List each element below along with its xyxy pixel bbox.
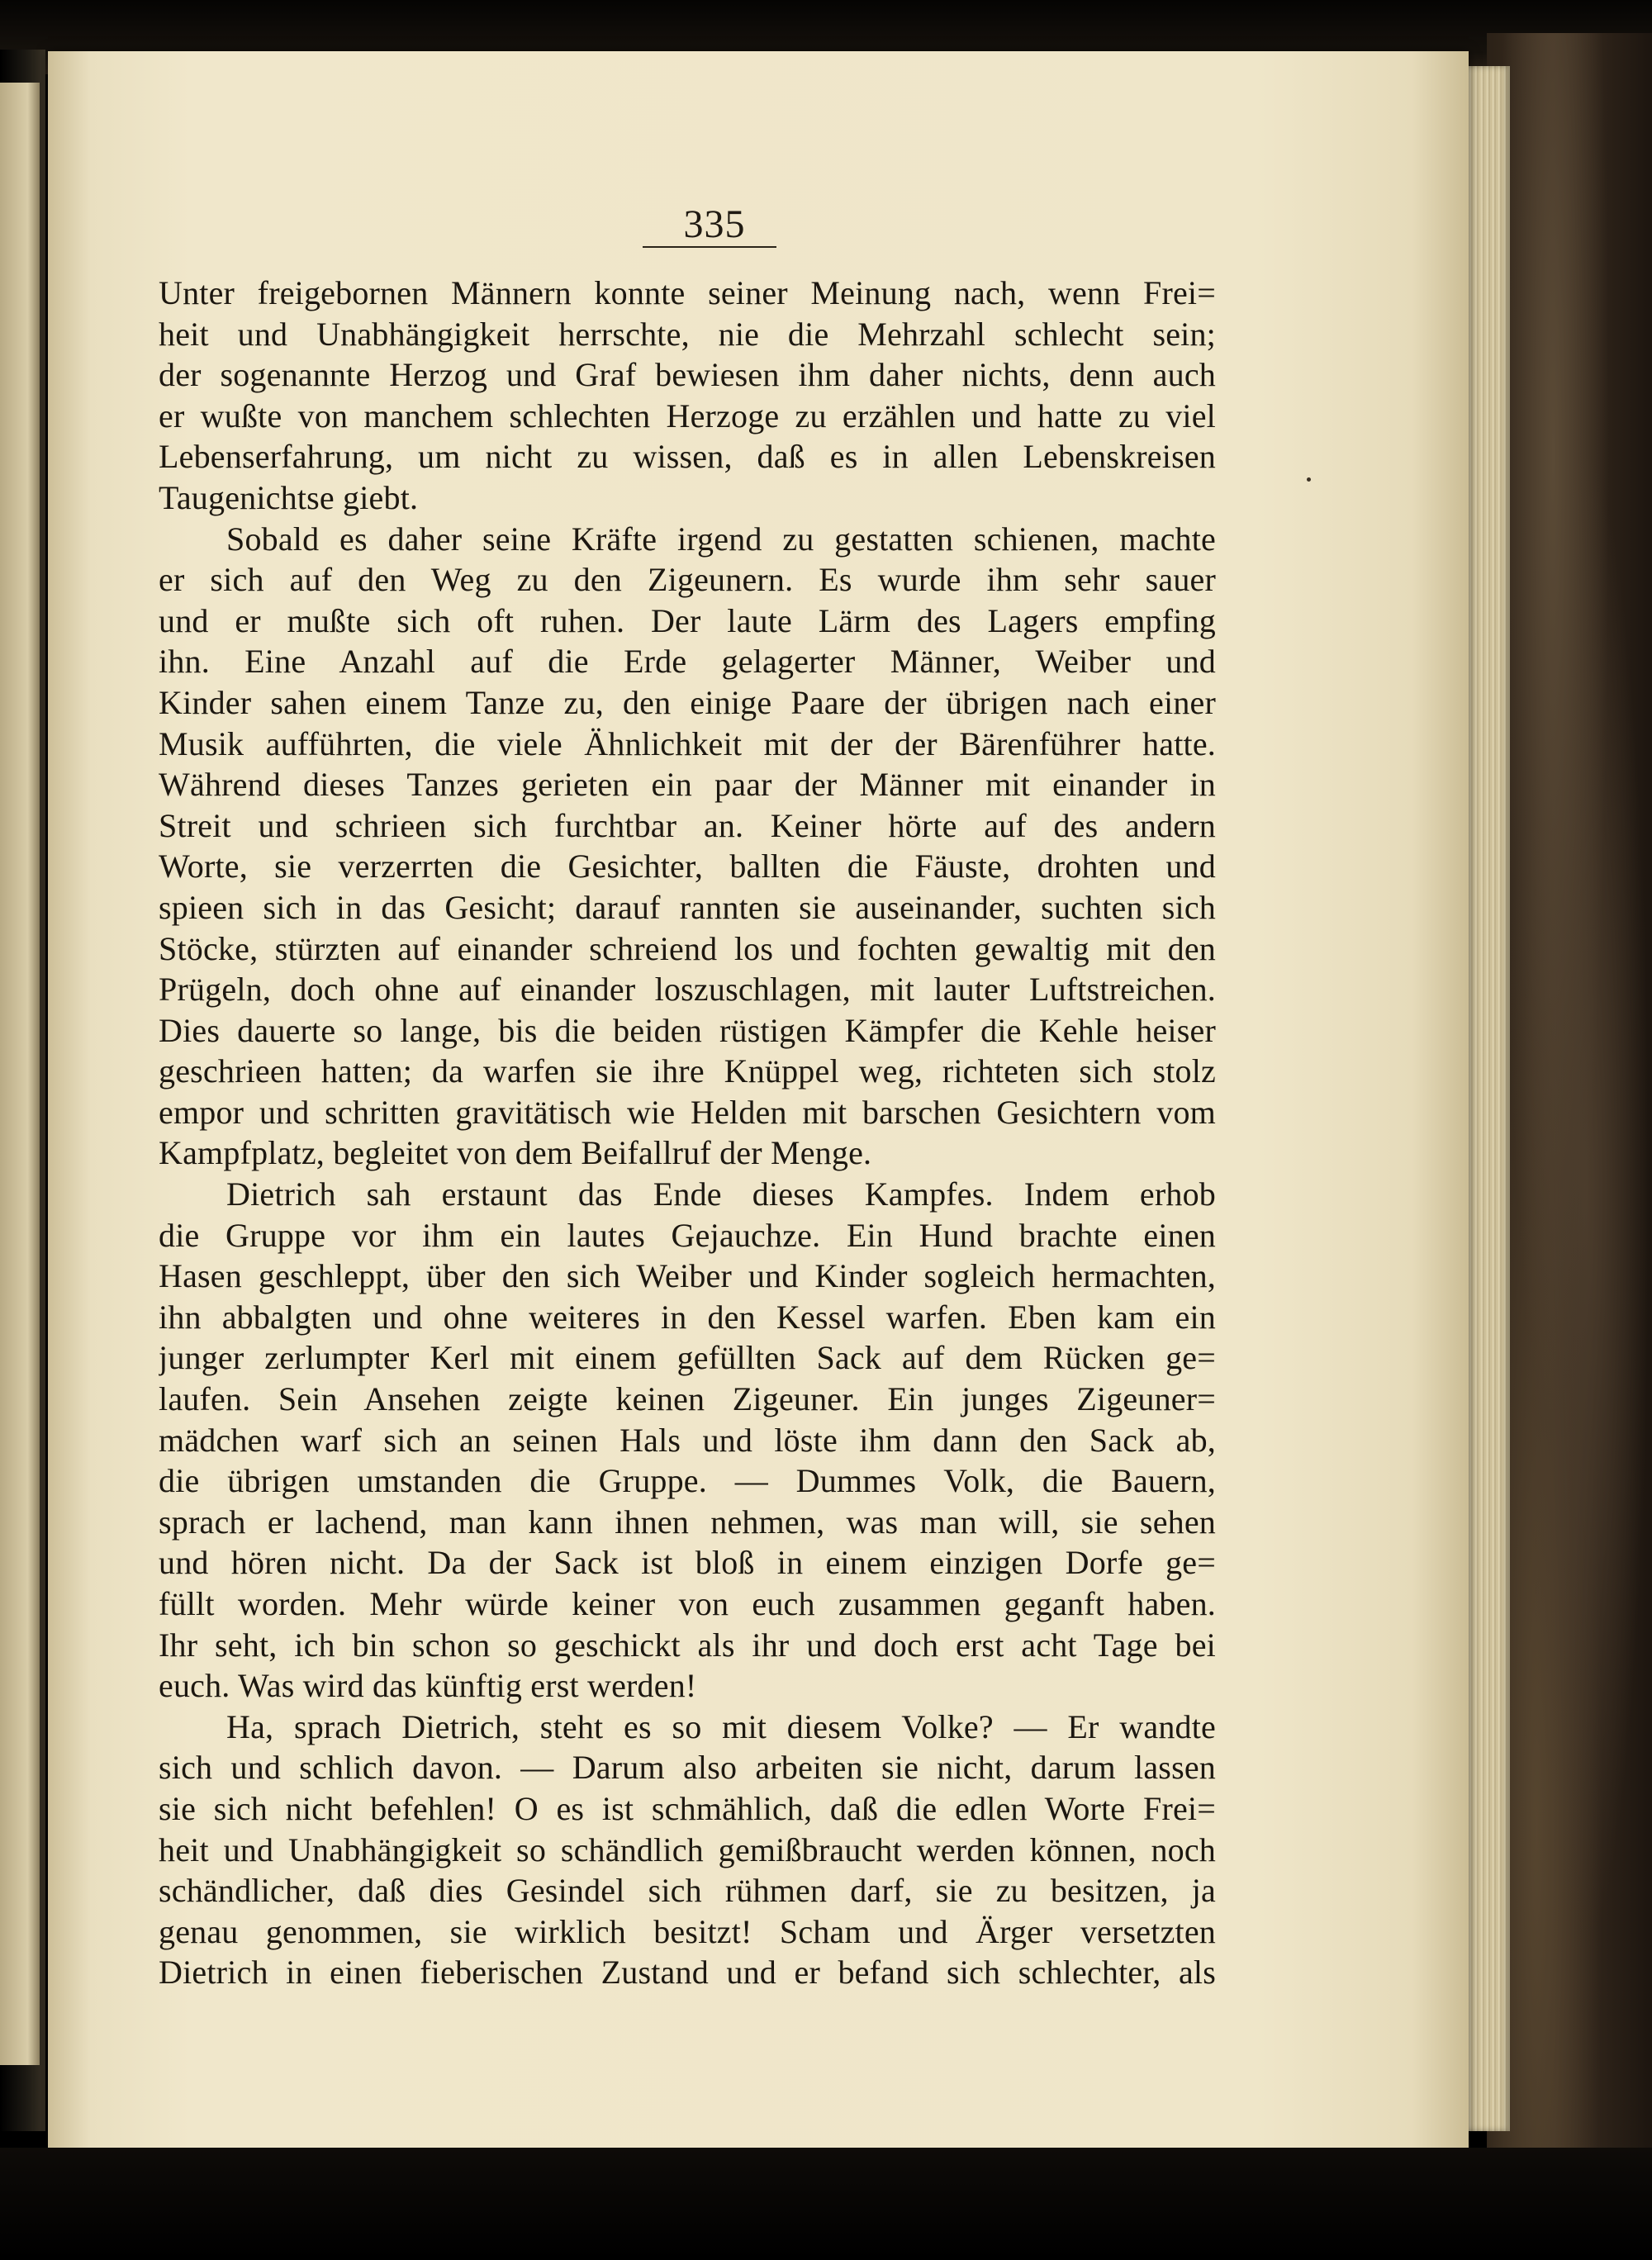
text-line: Hasen geschleppt, über den sich Weiber und Kinder sogleich hermachten, xyxy=(159,1257,1216,1295)
text-line: Streit und schrieen sich furchtbar an. Keiner hörte auf des andern xyxy=(159,806,1216,844)
text-line: geschrieen hatten; da warfen sie ihre Knüppel weg, richteten sich stolz xyxy=(159,1052,1216,1090)
text-line: schändlicher, daß dies Gesindel sich rühmen darf, sie zu besitzen, ja xyxy=(159,1872,1216,1910)
text-line: er sich auf den Weg zu den Zigeunern. Es wurde ihm sehr sauer xyxy=(159,561,1216,599)
text-line: füllt worden. Mehr würde keiner von euch zusammen geganft haben. xyxy=(159,1585,1216,1622)
text-line: Dies dauerte so lange, bis die beiden rüstigen Kämpfer die Kehle heiser xyxy=(159,1011,1216,1049)
text-line: er wußte von manchem schlechten Herzoge zu erzählen und hatte zu viel xyxy=(159,396,1216,434)
text-line: sich und schlich davon. — Darum also arbeiten sie nicht, darum lassen xyxy=(159,1749,1216,1787)
text-line: mädchen warf sich an seinen Hals und löste ihm dann den Sack ab, xyxy=(159,1421,1216,1459)
text-line: Während dieses Tanzes gerieten ein paar der Männer mit einander in xyxy=(159,766,1216,804)
text-line: Stöcke, stürzten auf einander schreiend los und fochten gewaltig mit den xyxy=(159,929,1216,967)
book-cover-right xyxy=(1487,33,1652,2148)
page-number: 335 xyxy=(683,202,746,246)
text-line: euch. Was wird das künftig erst werden! xyxy=(159,1667,697,1705)
page-text-block xyxy=(159,273,1216,1993)
previous-page-edge xyxy=(0,83,40,2065)
page-stack-edge xyxy=(1462,66,1510,2131)
text-line: Unter freigebornen Männern konnte seiner Meinung nach, wenn Frei= xyxy=(159,274,1216,311)
text-line: Musik aufführten, die viele Ähnlichkeit mit der der Bärenführer hatte. xyxy=(159,724,1216,762)
text-line: Ha, sprach Dietrich, steht es so mit diesem Volke? — Er wandte xyxy=(226,1707,1216,1745)
text-line: junger zerlumpter Kerl mit einem gefüllten Sack auf dem Rücken ge= xyxy=(159,1339,1216,1377)
text-line: Kampfplatz, begleitet von dem Beifallruf der Menge. xyxy=(159,1134,872,1172)
text-line: heit und Unabhängigkeit so schändlich gemißbraucht werden können, noch xyxy=(159,1830,1216,1868)
text-line: genau genommen, sie wirklich besitzt! Scham und Ärger versetzten xyxy=(159,1912,1216,1950)
text-line: heit und Unabhängigkeit herrschte, nie die Mehrzahl schlecht sein; xyxy=(159,315,1216,353)
text-line: Worte, sie verzerrten die Gesichter, ballten die Fäuste, drohten und xyxy=(159,848,1216,885)
text-line: laufen. Sein Ansehen zeigte keinen Zigeuner. Ein junges Zigeuner= xyxy=(159,1380,1216,1418)
text-line: Ihr seht, ich bin schon so geschickt als ihr und doch erst acht Tage bei xyxy=(159,1626,1216,1664)
text-line: Dietrich sah erstaunt das Ende dieses Kampfes. Indem erhob xyxy=(226,1175,1216,1213)
paper-speck xyxy=(1307,477,1311,482)
scan-bottom-shadow xyxy=(0,2148,1652,2260)
text-line: und hören nicht. Da der Sack ist bloß in einem einzigen Dorfe ge= xyxy=(159,1544,1216,1582)
text-line: Prügeln, doch ohne auf einander loszuschlagen, mit lauter Luftstreichen. xyxy=(159,971,1216,1009)
text-line: sie sich nicht befehlen! O es ist schmählich, daß die edlen Worte Frei= xyxy=(159,1789,1216,1827)
text-line: spieen sich in das Gesicht; darauf rannten sie auseinander, suchten sich xyxy=(159,888,1216,926)
text-line: die Gruppe vor ihm ein lautes Gejauchze. Ein Hund brachte einen xyxy=(159,1216,1216,1254)
text-line: ihn abbalgten und ohne weiteres in den Kessel warfen. Eben kam ein xyxy=(159,1298,1216,1336)
page-number-rule xyxy=(643,246,776,248)
text-line: und er mußte sich oft ruhen. Der laute Lärm des Lagers empfing xyxy=(159,601,1216,639)
text-line: Sobald es daher seine Kräfte irgend zu gestatten schienen, machte xyxy=(226,520,1216,558)
text-line: empor und schritten gravitätisch wie Helden mit barschen Gesichtern vom xyxy=(159,1093,1216,1131)
text-line: sprach er lachend, man kann ihnen nehmen, was man will, sie sehen xyxy=(159,1503,1216,1541)
text-line: Lebenserfahrung, um nicht zu wissen, daß es in allen Lebenskreisen xyxy=(159,438,1216,476)
text-line: Kinder sahen einem Tanze zu, den einige Paare der übrigen nach einer xyxy=(159,683,1216,721)
text-line: der sogenannte Herzog und Graf bewiesen ihm daher nichts, denn auch xyxy=(159,356,1216,394)
text-line: ihn. Eine Anzahl auf die Erde gelagerter Männer, Weiber und xyxy=(159,643,1216,681)
text-line: die übrigen umstanden die Gruppe. — Dummes Volk, die Bauern, xyxy=(159,1462,1216,1500)
text-line: Taugenichtse giebt. xyxy=(159,478,419,516)
text-line: Dietrich in einen fieberischen Zustand und er befand sich schlechter, als xyxy=(159,1954,1216,1992)
